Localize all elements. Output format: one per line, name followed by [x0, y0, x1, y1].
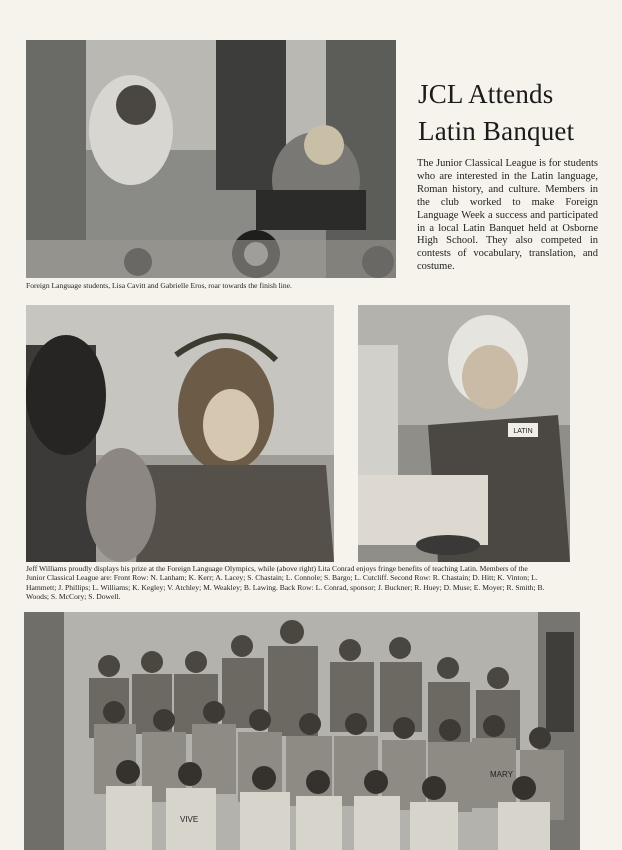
- latin-name-badge: LATIN: [513, 428, 533, 435]
- article-body: The Junior Classical League is for students who are interested in the Latin language, Roman history, and culture. Members in the club worked to make Foreign Language Week a success and participated in a local Latin Banquet held at Osborne High School. They also competed in contests of vocabulary, translation, and costume.: [417, 158, 598, 273]
- photo-laurel-wreath-winner: [26, 305, 334, 562]
- article-title-line-2: Latin Banquet: [418, 116, 575, 146]
- caption-go-kart: Foreign Language students, Lisa Cavitt and Gabrielle Eros, roar towards the finish line.: [26, 281, 292, 290]
- caption-members-list: Jeff Williams proudly displays his prize at the Foreign Language Olympics, while (above right) Lita Conrad enjoys fringe benefits of teaching Latin. Members of the Junior Classical League are: Front Row: N. Lanham; K. Kerr; A. Lacey; S. Chastain; L. Connole; S. Bargo; L. Cutcliff. Second Row: R. Chastain; D. Hitt; K. Vinton; L. Hammett; J. Phillips; L. Williams; K. Kegley; V. Atchley; M. Weakley; B. Lawing. Back Row: L. Conrad, sponsor; J. Buckner; R. Huey; D. Muse; E. Moyer; R. Smith; B. Woods; S. McCory; S. Dowell.: [26, 564, 545, 602]
- shirt-text-vive: VIVE: [180, 815, 199, 824]
- shirt-text-mary: MARY: [490, 770, 513, 779]
- article-title-line-1: JCL Attends: [418, 79, 554, 109]
- photo-teacher-banquet: [358, 305, 570, 562]
- article-title: [418, 76, 608, 150]
- photo-go-kart-race: [26, 40, 396, 278]
- photo-jcl-group: [24, 612, 580, 850]
